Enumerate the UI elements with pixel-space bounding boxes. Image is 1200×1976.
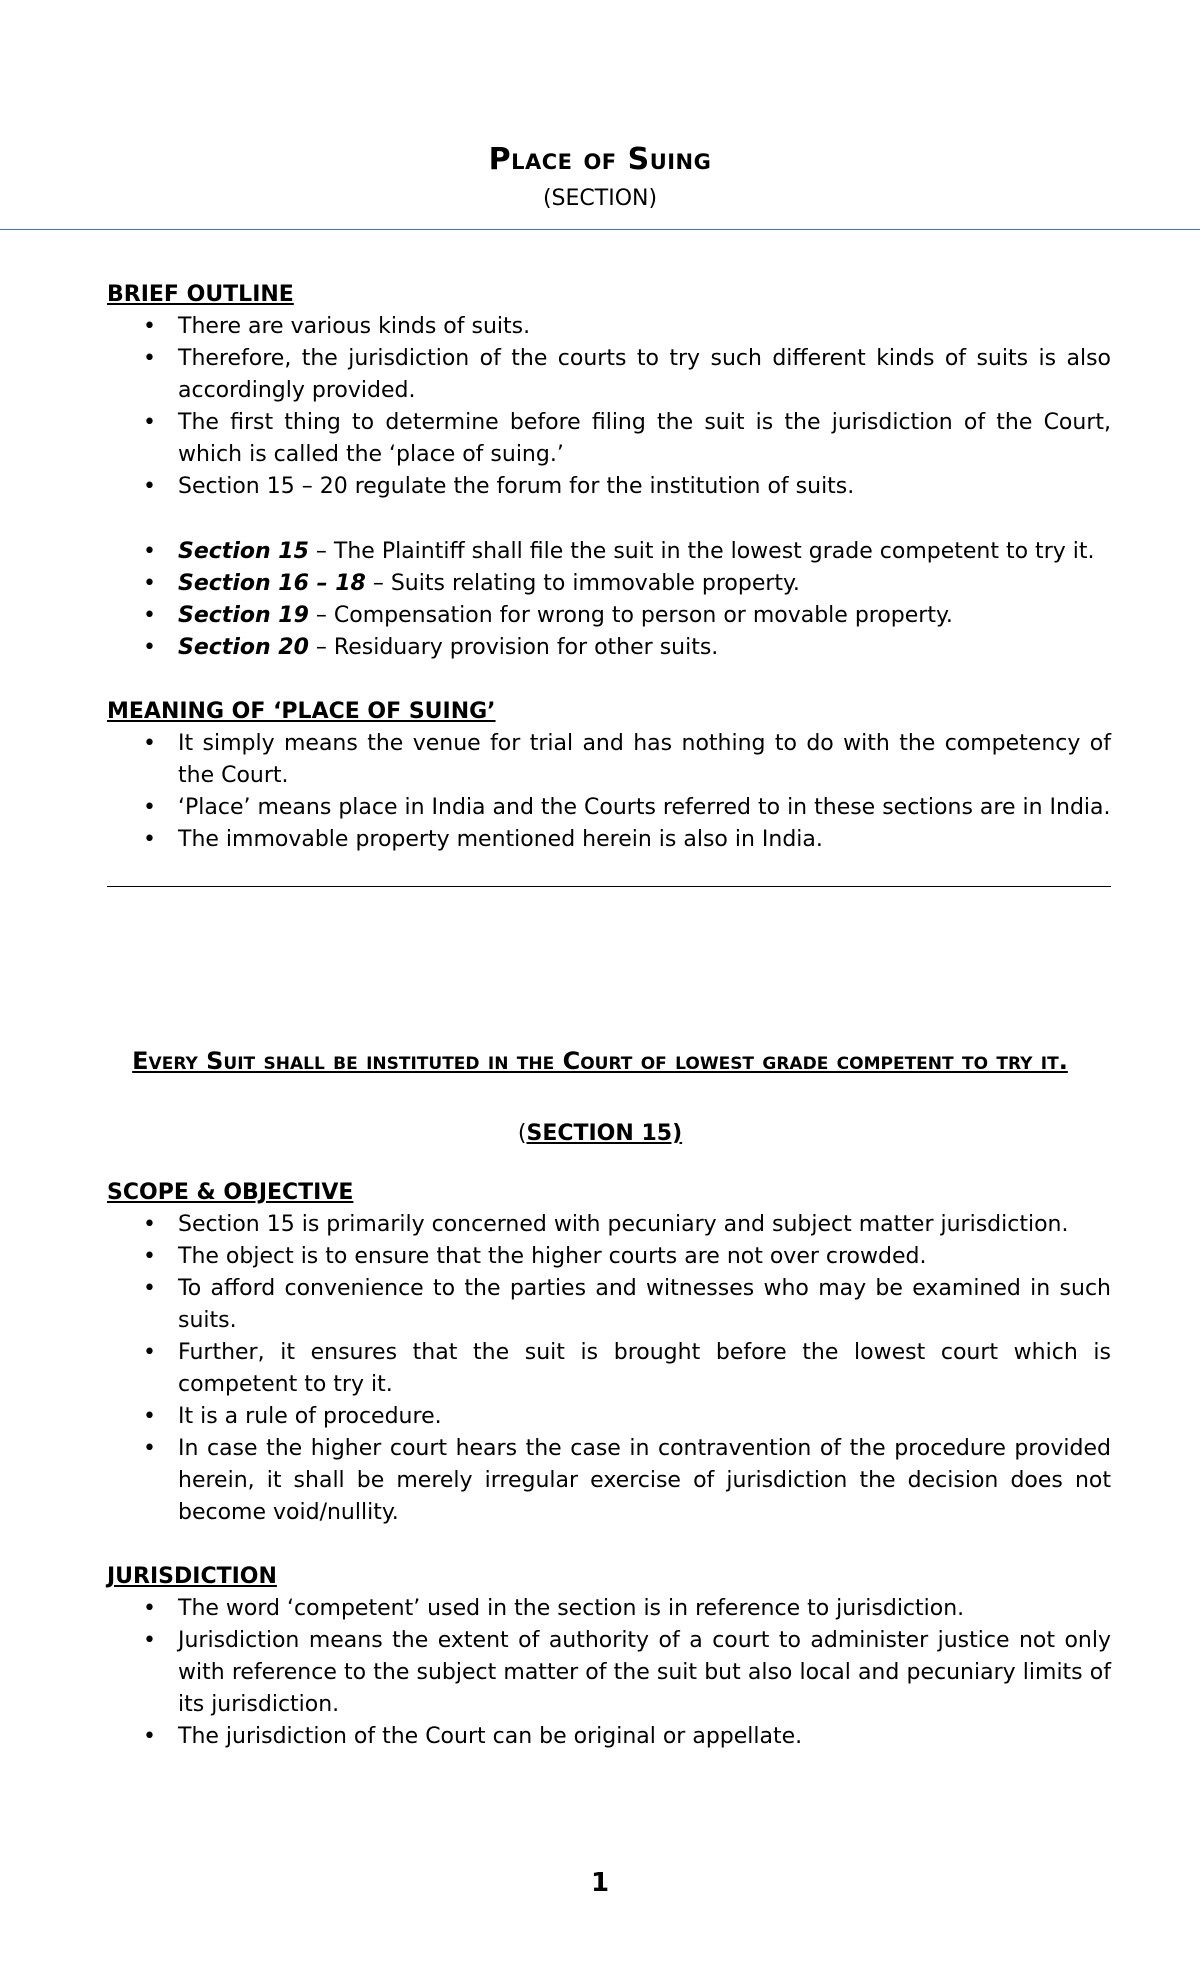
list-item: • The first thing to determine before filing the suit is the jurisdiction of the Court, which is called the ‘place of suing.’ <box>107 407 1111 471</box>
brief-outline-heading: BRIEF OUTLINE <box>107 282 294 307</box>
section-ref: Section 19 <box>178 603 309 628</box>
main-content <box>107 278 1111 887</box>
meaning-heading: MEANING OF ‘PLACE OF SUING’ <box>107 699 496 724</box>
section-15-content <box>107 1176 1111 1753</box>
subheading-paren: ( <box>517 1121 527 1146</box>
list-item: • Further, it ensures that the suit is brought before the lowest court which is competent to try it. <box>107 1337 1111 1401</box>
document-subtitle: (SECTION) <box>542 186 658 211</box>
section-ref: Section 15 <box>178 539 309 564</box>
section-ref: Section 16 – 18 <box>178 571 366 596</box>
list-item: • There are various kinds of suits. <box>107 311 1111 343</box>
section-description: – Residuary provision for other suits. <box>308 635 719 660</box>
section-15-subheading <box>0 1117 1200 1150</box>
list-item: • Jurisdiction means the extent of authority of a court to administer justice not only with reference to the subject matter of the suit but also local and pecuniary limits of its jurisdiction. <box>107 1625 1111 1721</box>
list-item <box>107 632 1111 664</box>
list-item: • Therefore, the jurisdiction of the courts to try such different kinds of suits is also accordingly provided. <box>107 343 1111 407</box>
list-item: • To afford convenience to the parties and witnesses who may be examined in such suits. <box>107 1273 1111 1337</box>
list-item: • The immovable property mentioned herein is also in India. <box>107 824 1111 856</box>
list-item: • ‘Place’ means place in India and the Courts referred to in these sections are in India. <box>107 792 1111 824</box>
document-title: Place of Suing <box>488 142 712 177</box>
page-header <box>0 0 1200 230</box>
scope-heading: SCOPE & OBJECTIVE <box>107 1180 354 1205</box>
list-item: • In case the higher court hears the case in contravention of the procedure provided herein, it shall be merely irregular exercise of jurisdiction the decision does not become void/nullity. <box>107 1433 1111 1529</box>
section-description: – Suits relating to immovable property. <box>365 571 800 596</box>
list-item: • It is a rule of procedure. <box>107 1401 1111 1433</box>
list-item: • The word ‘competent’ used in the section is in reference to jurisdiction. <box>107 1593 1111 1625</box>
list-item <box>107 568 1111 600</box>
subheading-label: SECTION 15) <box>526 1121 683 1146</box>
list-item: • It simply means the venue for trial and has nothing to do with the competency of the Court. <box>107 728 1111 792</box>
list-item: • The jurisdiction of the Court can be original or appellate. <box>107 1721 1111 1753</box>
scope-list <box>107 1209 1111 1529</box>
jurisdiction-list <box>107 1593 1111 1753</box>
section-ref: Section 20 <box>178 635 309 660</box>
horizontal-divider <box>107 886 1111 887</box>
list-item: • The object is to ensure that the higher courts are not over crowded. <box>107 1241 1111 1273</box>
page-number: 1 <box>590 1868 610 1898</box>
list-item <box>107 600 1111 632</box>
section-description: – The Plaintiff shall file the suit in the lowest grade competent to try it. <box>308 539 1095 564</box>
section-15-heading: Every Suit shall be instituted in the Court of lowest grade competent to try it. <box>132 1047 1068 1075</box>
spacer <box>107 664 1111 695</box>
list-item: • Section 15 is primarily concerned with pecuniary and subject matter jurisdiction. <box>107 1209 1111 1241</box>
list-item <box>107 536 1111 568</box>
spacer <box>107 1529 1111 1560</box>
meaning-list <box>107 728 1111 856</box>
jurisdiction-heading: JURISDICTION <box>107 1564 277 1589</box>
sections-list <box>107 536 1111 664</box>
brief-outline-list <box>107 311 1111 503</box>
section-description: – Compensation for wrong to person or movable property. <box>308 603 953 628</box>
spacer <box>107 503 1111 536</box>
list-item: • Section 15 – 20 regulate the forum for the institution of suits. <box>107 471 1111 503</box>
